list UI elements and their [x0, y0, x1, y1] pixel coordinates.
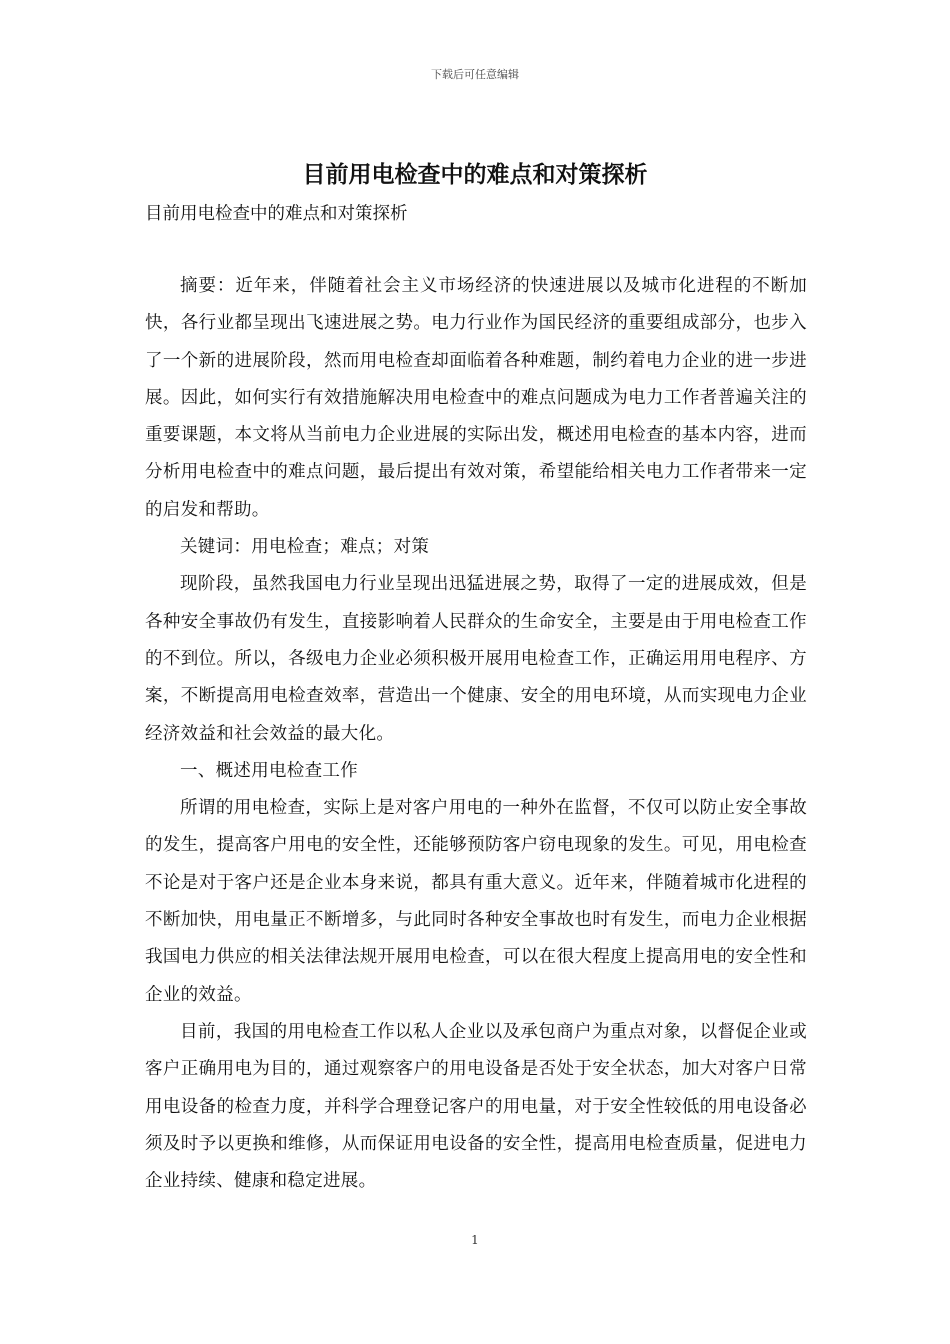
header-note: 下载后可任意编辑 — [431, 68, 519, 81]
intro-paragraph: 现阶段，虽然我国电力行业呈现出迅猛进展之势，取得了一定的进展成效，但是各种安全事故仍有发生，直接影响着人民群众的生命安全，主要是由于用电检查工作的不到位。所以，各级电力企业必须积极开展用电检查工作，正确运用用电程序、方案，不断提高用电检查效率，营造出一个健康、安全的用电环境，从而实现电力企业经济效益和社会效益的最大化。 — [145, 574, 807, 744]
section-1-paragraph-2: 目前，我国的用电检查工作以私人企业以及承包商户为重点对象，以督促企业或客户正确用电为目的，通过观察客户的用电设备是否处于安全状态，加大对客户日常用电设备的检查力度，并科学合理登记客户的用电量，对于安全性较低的用电设备必须及时予以更换和维修，从而保证用电设备的安全性，提高用电检查质量，促进电力企业持续、健康和稳定进展。 — [145, 1021, 807, 1192]
section-1-paragraph-1: 所谓的用电检查，实际上是对客户用电的一种外在监督，不仅可以防止安全事故的发生，提高客户用电的安全性，还能够预防客户窃电现象的发生。可见，用电检查不论是对于客户还是企业本身来说，都具有重大意义。近年来，伴随着城市化进程的不断加快，用电量正不断增多，与此同时各种安全事故也时有发生，而电力企业根据我国电力供应的相关法律法规开展用电检查，可以在很大程度上提高用电的安全性和企业的效益。 — [145, 798, 807, 1005]
document-subtitle: 目前用电检查中的难点和对策探析 — [145, 204, 408, 224]
section-heading-1: 一、概述用电检查工作 — [180, 760, 358, 781]
page-number: 1 — [471, 1233, 479, 1247]
document-title: 目前用电检查中的难点和对策探析 — [302, 161, 648, 188]
keywords-paragraph: 关键词：用电检查；难点；对策 — [180, 537, 430, 558]
abstract-paragraph: 摘要：近年来，伴随着社会主义市场经济的快速进展以及城市化进程的不断加快，各行业都呈现出飞速进展之势。电力行业作为国民经济的重要组成部分，也步入了一个新的进展阶段，然而用电检查却面临着各种难题，制约着电力企业的进一步进展。因此，如何实行有效措施解决用电检查中的难点问题成为电力工作者普遍关注的重要课题，本文将从当前电力企业进展的实际出发，概述用电检查的基本内容，进而分析用电检查中的难点问题，最后提出有效对策，希望能给相关电力工作者带来一定的启发和帮助。 — [145, 276, 807, 520]
document-body — [145, 268, 807, 1200]
